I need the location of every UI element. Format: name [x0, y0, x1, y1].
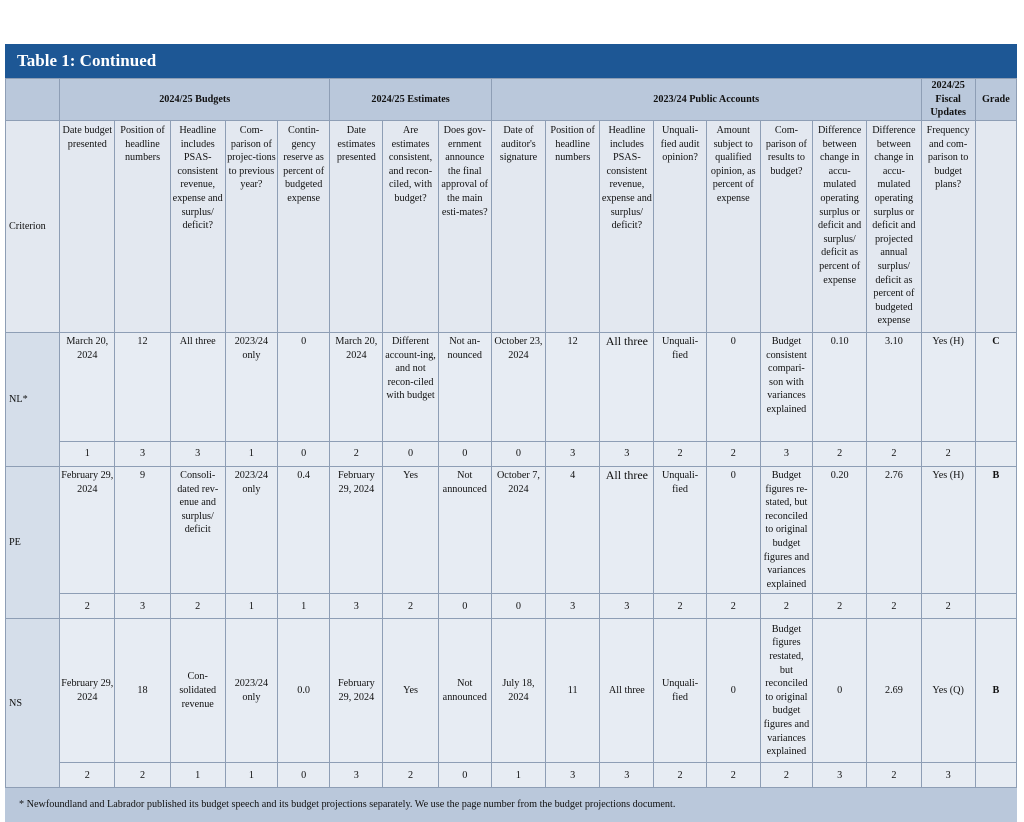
- table-cell: March 20, 2024: [330, 333, 383, 442]
- group-header-row: [6, 79, 1017, 121]
- table-cell: All three: [600, 333, 654, 442]
- score-cell: 3: [115, 442, 170, 467]
- group-fiscal-updates: 2024/25 Fiscal Updates: [921, 79, 975, 121]
- column-header-row: [6, 121, 1017, 333]
- table-row: [6, 619, 1017, 763]
- score-cell: 2: [921, 594, 975, 619]
- table-cell: Unquali-fied: [654, 467, 706, 594]
- score-cell: 3: [600, 763, 654, 788]
- table-cell: 0.10: [813, 333, 867, 442]
- group-budgets: 2024/25 Budgets: [60, 79, 330, 121]
- score-cell: 1: [225, 442, 277, 467]
- score-cell: 3: [170, 442, 225, 467]
- column-header: Date budget presented: [60, 121, 115, 333]
- score-cell: 2: [383, 763, 438, 788]
- score-cell: 0: [491, 442, 545, 467]
- score-cell: 1: [491, 763, 545, 788]
- column-header: Com-parison of projec-tions to previous year?: [225, 121, 277, 333]
- table-row: [6, 467, 1017, 594]
- score-cell-blank: [975, 594, 1016, 619]
- table-cell: February 29, 2024: [60, 619, 115, 763]
- table-cell: Not announced: [438, 619, 491, 763]
- score-cell: 0: [438, 763, 491, 788]
- score-cell: 2: [921, 442, 975, 467]
- score-cell: 3: [330, 763, 383, 788]
- table-cell: 4: [546, 467, 600, 594]
- table-cell: 2023/24 only: [225, 619, 277, 763]
- score-cell: 1: [225, 594, 277, 619]
- table-cell: February 29, 2024: [330, 467, 383, 594]
- table-cell: 0: [706, 333, 760, 442]
- column-header: Date estimates presented: [330, 121, 383, 333]
- table-cell: February 29, 2024: [330, 619, 383, 763]
- score-cell: 2: [115, 763, 170, 788]
- table-cell: 18: [115, 619, 170, 763]
- score-cell: 2: [60, 763, 115, 788]
- score-cell: 2: [706, 594, 760, 619]
- table-cell: October 7, 2024: [491, 467, 545, 594]
- score-cell: 2: [654, 763, 706, 788]
- table-cell: 0: [706, 467, 760, 594]
- score-cell: 3: [115, 594, 170, 619]
- table-cell: October 23, 2024: [491, 333, 545, 442]
- table-cell: Unquali-fied: [654, 333, 706, 442]
- table-cell: Budget consistent compari-son with variances explained: [760, 333, 812, 442]
- table-cell: February 29, 2024: [60, 467, 115, 594]
- score-cell: 0: [438, 442, 491, 467]
- score-cell: 3: [760, 442, 812, 467]
- table-cell: 0.0: [278, 619, 330, 763]
- footnote: * Newfoundland and Labrador published its budget speech and its budget projections separately. We use the page number from the budget projections document.: [5, 788, 1017, 822]
- table-cell: 12: [115, 333, 170, 442]
- score-cell: 2: [654, 442, 706, 467]
- table-cell: Yes (H): [921, 333, 975, 442]
- table-cell: 3.10: [867, 333, 921, 442]
- province-label: NL*: [6, 333, 60, 467]
- score-cell: 0: [278, 763, 330, 788]
- score-cell: 2: [654, 594, 706, 619]
- scorecard-table: [5, 78, 1017, 788]
- column-header: Com-parison of results to budget?: [760, 121, 812, 333]
- column-header: Amount subject to qualified opinion, as percent of expense: [706, 121, 760, 333]
- score-row: [6, 442, 1017, 467]
- table-cell: All three: [600, 467, 654, 594]
- province-label: NS: [6, 619, 60, 788]
- table-frame: [5, 44, 1017, 822]
- score-cell: 3: [600, 594, 654, 619]
- table-cell: 0: [706, 619, 760, 763]
- column-header: Frequency and com-parison to budget plans?: [921, 121, 975, 333]
- column-header: Difference between change in accu-mulated operating surplus or deficit and surplus/ deficit as percent of expense: [813, 121, 867, 333]
- grade-cell: B: [975, 467, 1016, 594]
- score-cell: 2: [706, 442, 760, 467]
- column-header: Contin-gency reserve as percent of budgeted expense: [278, 121, 330, 333]
- group-estimates: 2024/25 Estimates: [330, 79, 492, 121]
- table-cell: 0: [813, 619, 867, 763]
- score-cell-blank: [975, 442, 1016, 467]
- table-cell: Different account-ing, and not recon-ciled with budget: [383, 333, 438, 442]
- table-cell: Yes: [383, 467, 438, 594]
- score-row: [6, 763, 1017, 788]
- score-cell: 2: [60, 594, 115, 619]
- table-cell: Con-solidated revenue: [170, 619, 225, 763]
- score-cell: 2: [760, 594, 812, 619]
- table-cell: 0.20: [813, 467, 867, 594]
- score-cell: 2: [867, 594, 921, 619]
- score-cell: 3: [546, 594, 600, 619]
- criterion-label: Criterion: [6, 121, 60, 333]
- column-header: Date of auditor's signature: [491, 121, 545, 333]
- table-cell: Consoli-dated rev-enue and surplus/ deficit: [170, 467, 225, 594]
- grade-header-blank: [975, 121, 1016, 333]
- score-cell: 3: [330, 594, 383, 619]
- score-cell: 1: [278, 594, 330, 619]
- table-cell: 2023/24 only: [225, 333, 277, 442]
- column-header: Are estimates consistent, and recon-ciled, with budget?: [383, 121, 438, 333]
- grade-cell: C: [975, 333, 1016, 442]
- table-cell: March 20, 2024: [60, 333, 115, 442]
- table-cell: 12: [546, 333, 600, 442]
- table-cell: 2023/24 only: [225, 467, 277, 594]
- column-header: Unquali-fied audit opinion?: [654, 121, 706, 333]
- group-empty: [6, 79, 60, 121]
- score-cell: 1: [170, 763, 225, 788]
- column-header: Position of headline numbers: [546, 121, 600, 333]
- score-row: [6, 594, 1017, 619]
- score-cell: 2: [813, 442, 867, 467]
- column-header: Does gov-ernment announce the final approval of the main esti-mates?: [438, 121, 491, 333]
- score-cell: 2: [383, 594, 438, 619]
- score-cell: 0: [491, 594, 545, 619]
- table-cell: Not an-nounced: [438, 333, 491, 442]
- column-header: Position of headline numbers: [115, 121, 170, 333]
- column-header: Difference between change in accu-mulated operating surplus or deficit and projected annual surplus/ deficit as percent of budgeted expense: [867, 121, 921, 333]
- score-cell: 0: [278, 442, 330, 467]
- score-cell: 1: [225, 763, 277, 788]
- score-cell: 3: [813, 763, 867, 788]
- score-cell: 2: [760, 763, 812, 788]
- table-cell: All three: [170, 333, 225, 442]
- column-header: Headline includes PSAS-consistent revenue, expense and surplus/ deficit?: [170, 121, 225, 333]
- score-cell: 3: [546, 442, 600, 467]
- table-cell: Not announced: [438, 467, 491, 594]
- table-cell: Yes: [383, 619, 438, 763]
- score-cell: 2: [867, 442, 921, 467]
- table-cell: 11: [546, 619, 600, 763]
- score-cell: 3: [600, 442, 654, 467]
- score-cell-blank: [975, 763, 1016, 788]
- grade-cell: B: [975, 619, 1016, 763]
- score-cell: 3: [921, 763, 975, 788]
- score-cell: 2: [867, 763, 921, 788]
- table-cell: 0.4: [278, 467, 330, 594]
- table-cell: 2.69: [867, 619, 921, 763]
- table-cell: Budget figures restated, but reconciled to original budget figures and variances explained: [760, 619, 812, 763]
- table-cell: 0: [278, 333, 330, 442]
- table-cell: 2.76: [867, 467, 921, 594]
- score-cell: 0: [383, 442, 438, 467]
- table-cell: 9: [115, 467, 170, 594]
- score-cell: 1: [60, 442, 115, 467]
- score-cell: 0: [438, 594, 491, 619]
- score-cell: 3: [546, 763, 600, 788]
- table-cell: July 18, 2024: [491, 619, 545, 763]
- group-public-accounts: 2023/24 Public Accounts: [491, 79, 921, 121]
- column-header: Headline includes PSAS-consistent revenue, expense and surplus/ deficit?: [600, 121, 654, 333]
- score-cell: 2: [706, 763, 760, 788]
- table-cell: Yes (H): [921, 467, 975, 594]
- table-title: Table 1: Continued: [5, 44, 1017, 78]
- score-cell: 2: [330, 442, 383, 467]
- table-cell: All three: [600, 619, 654, 763]
- score-cell: 2: [813, 594, 867, 619]
- score-cell: 2: [170, 594, 225, 619]
- group-grade: Grade: [975, 79, 1016, 121]
- table-cell: Budget figures re-stated, but reconciled to original budget figures and variances explained: [760, 467, 812, 594]
- province-label: PE: [6, 467, 60, 619]
- table-cell: Yes (Q): [921, 619, 975, 763]
- table-row: [6, 333, 1017, 442]
- table-cell: Unquali-fied: [654, 619, 706, 763]
